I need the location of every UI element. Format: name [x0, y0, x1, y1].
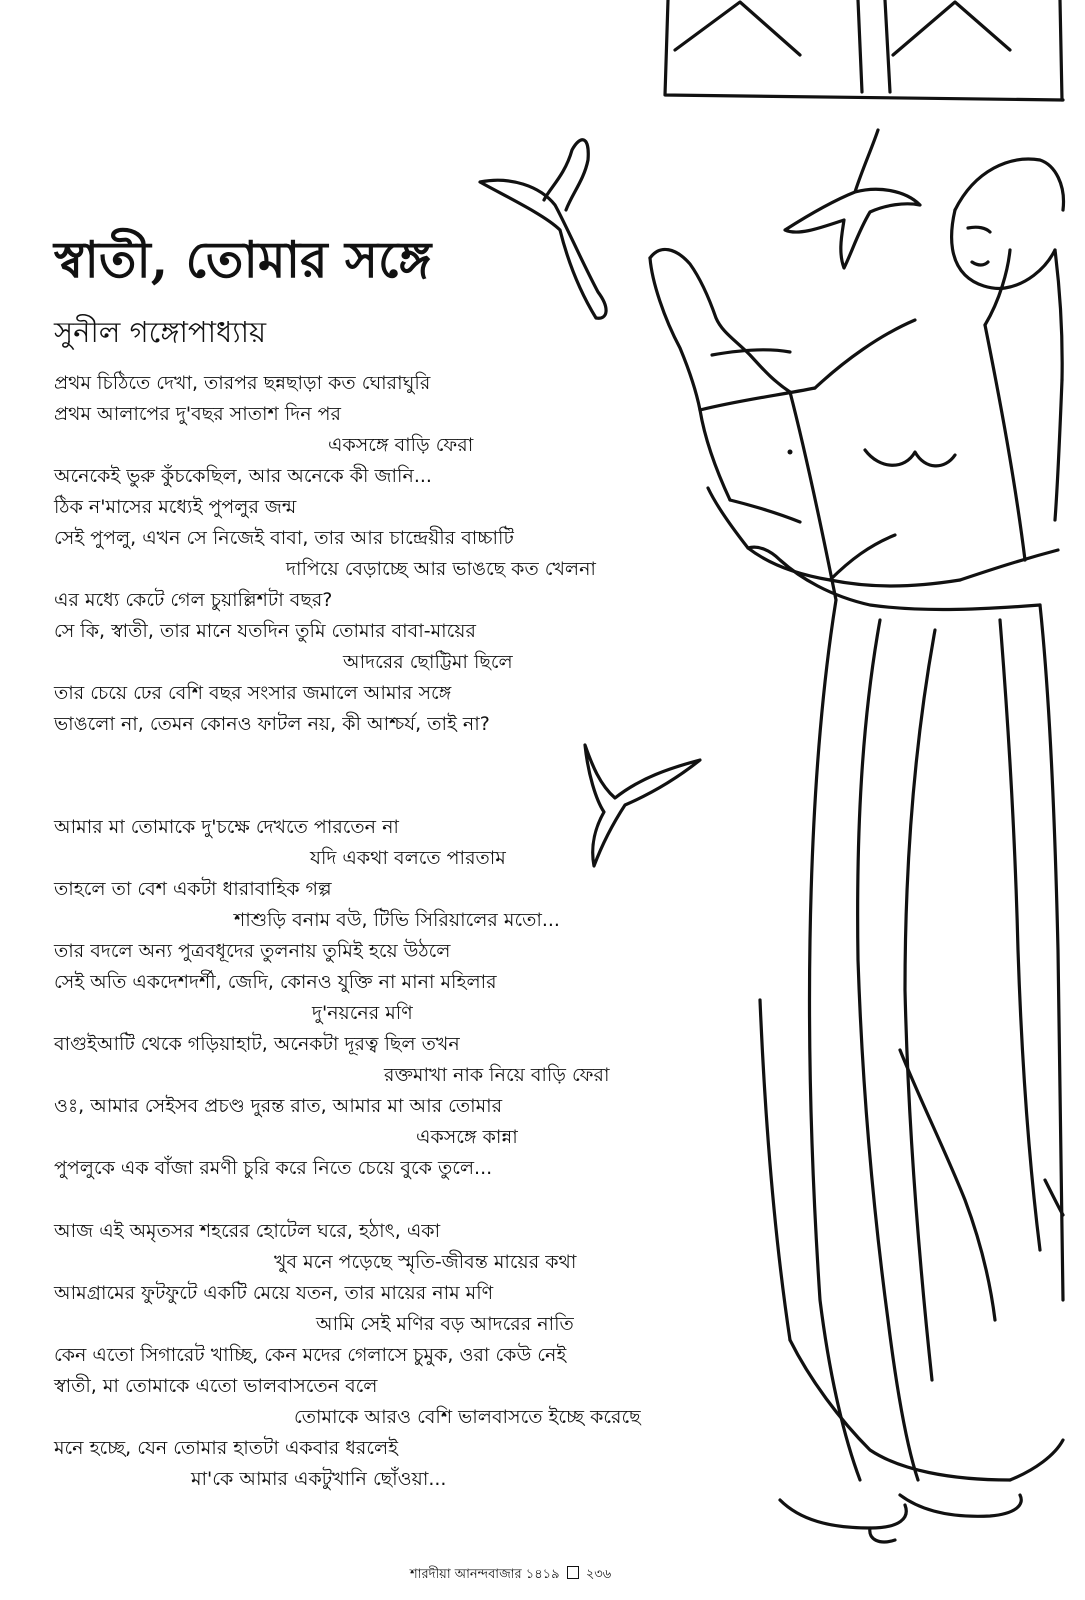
- poem-line: তার চেয়ে ঢের বেশি বছর সংসার জমালে আমার সঙ্গে: [54, 682, 452, 704]
- poem-line: অনেকেই ভুরু কুঁচকেছিল, আর অনেকে কী জানি...: [54, 465, 432, 487]
- sari-drape: [760, 600, 1063, 1480]
- poem-line: পুপলুকে এক বাঁজা রমণী চুরি করে নিতে চেয়ে বুকে তুলে...: [54, 1157, 493, 1179]
- poem-line: তাহলে তা বেশ একটা ধারাবাহিক গল্প: [54, 878, 332, 900]
- poem-line: শাশুড়ি বনাম বউ, টিভি সিরিয়ালের মতো...: [234, 909, 560, 931]
- poem-line: সে কি, স্বাতী, তার মানে যতদিন তুমি তোমার বাবা-মায়ের: [54, 620, 476, 642]
- poem-author: সুনীল গঙ্গোপাধ্যায়: [54, 315, 267, 349]
- stanza-3: [54, 1216, 654, 1495]
- publication-name: শারদীয়া আনন্দবাজার: [410, 1567, 522, 1582]
- bird-upper-right: [785, 130, 920, 268]
- torso: [788, 320, 1063, 600]
- square-separator-icon: [567, 1566, 579, 1579]
- poem-line: দু'নয়নের মণি: [312, 1002, 413, 1024]
- poem-line: ভাঙলো না, তেমন কোনও ফাটল নয়, কী আশ্চর্য, তাই না?: [54, 713, 490, 735]
- poem-line: কেন এতো সিগারেট খাচ্ছি, কেন মদের গেলাসে চুমুক, ওরা কেউ নেই: [54, 1344, 567, 1366]
- poem-line: একসঙ্গে কান্না: [416, 1126, 518, 1148]
- figure-head: [952, 159, 1064, 380]
- stanza-2: [54, 812, 654, 1184]
- poem-line: আমার মা তোমাকে দু'চক্ষে দেখতে পারতেন না: [54, 816, 399, 838]
- poem-line: সেই অতি একদেশদর্শী, জেদি, কোনও যুক্তি না মানা মহিলার: [54, 971, 497, 993]
- poem-line: এর মধ্যে কেটে গেল চুয়াল্লিশটা বছর?: [54, 589, 333, 611]
- poem-line: বাগুইআটি থেকে গড়িয়াহাট, অনেকটা দূরত্ব ছিল তখন: [54, 1033, 460, 1055]
- poem-line: মনে হচ্ছে, যেন তোমার হাতটা একবার ধরলেই: [54, 1437, 399, 1459]
- poem-line: আদরের ছোট্টিমা ছিলে: [343, 651, 513, 673]
- poem-line: তার বদলে অন্য পুত্রবধূদের তুলনায় তুমিই হয়ে উঠলে: [54, 940, 451, 962]
- page-footer: [410, 1566, 611, 1584]
- poem-line: আজ এই অমৃতসর শহরের হোটেল ঘরে, হঠাৎ, একা: [54, 1220, 441, 1242]
- poem-line: যদি একথা বলতে পারতাম: [310, 847, 506, 869]
- window-frame: [665, 0, 1063, 100]
- poem-line: প্রথম চিঠিতে দেখা, তারপর ছন্নছাড়া কত ঘোরাঘুরি: [54, 372, 431, 394]
- lower-arm: [708, 488, 1058, 610]
- poem-line: আমি সেই মণির বড় আদরের নাতি: [316, 1313, 574, 1335]
- poem-line: রক্তমাখা নাক নিয়ে বাড়ি ফেরা: [384, 1064, 610, 1086]
- poem-line: দাপিয়ে বেড়াচ্ছে আর ভাঙছে কত খেলনা: [286, 558, 596, 580]
- poem-line: সেই পুপলু, এখন সে নিজেই বাবা, তার আর চান্দ্রেয়ীর বাচ্চাটি: [54, 527, 514, 549]
- poem-line: খুব মনে পড়েছে স্মৃতি-জীবন্ত মায়ের কথা: [274, 1251, 577, 1273]
- poem-line: স্বাতী, মা তোমাকে এতো ভালবাসতেন বলে: [54, 1375, 378, 1397]
- poem-title: স্বাতী, তোমার সঙ্গে: [54, 230, 432, 289]
- poem-line: ওঃ, আমার সেইসব প্রচণ্ড দুরন্ত রাত, আমার মা আর তোমার: [54, 1095, 503, 1117]
- page-number: ২৩৬: [585, 1567, 612, 1582]
- poem-line: মা'কে আমার একটুখানি ছোঁওয়া...: [191, 1468, 447, 1490]
- poem-line: ঠিক ন'মাসের মধ্যেই পুপলুর জন্ম: [54, 496, 297, 518]
- bird-upper-left: [480, 140, 606, 318]
- feet: [780, 1180, 1063, 1542]
- poem-line: আমগ্রামের ফুটফুটে একটি মেয়ে যতন, তার মায়ের নাম মণি: [54, 1282, 494, 1304]
- stanza-1: [54, 368, 654, 740]
- poem-line: একসঙ্গে বাড়ি ফেরা: [328, 434, 474, 456]
- raised-arm: [650, 249, 815, 500]
- publication-year: ১৪১৯: [525, 1567, 560, 1582]
- poem-line: প্রথম আলাপের দু'বছর সাতাশ দিন পর: [54, 403, 341, 425]
- poem-line: তোমাকে আরও বেশি ভালবাসতে ইচ্ছে করেছে: [294, 1406, 641, 1428]
